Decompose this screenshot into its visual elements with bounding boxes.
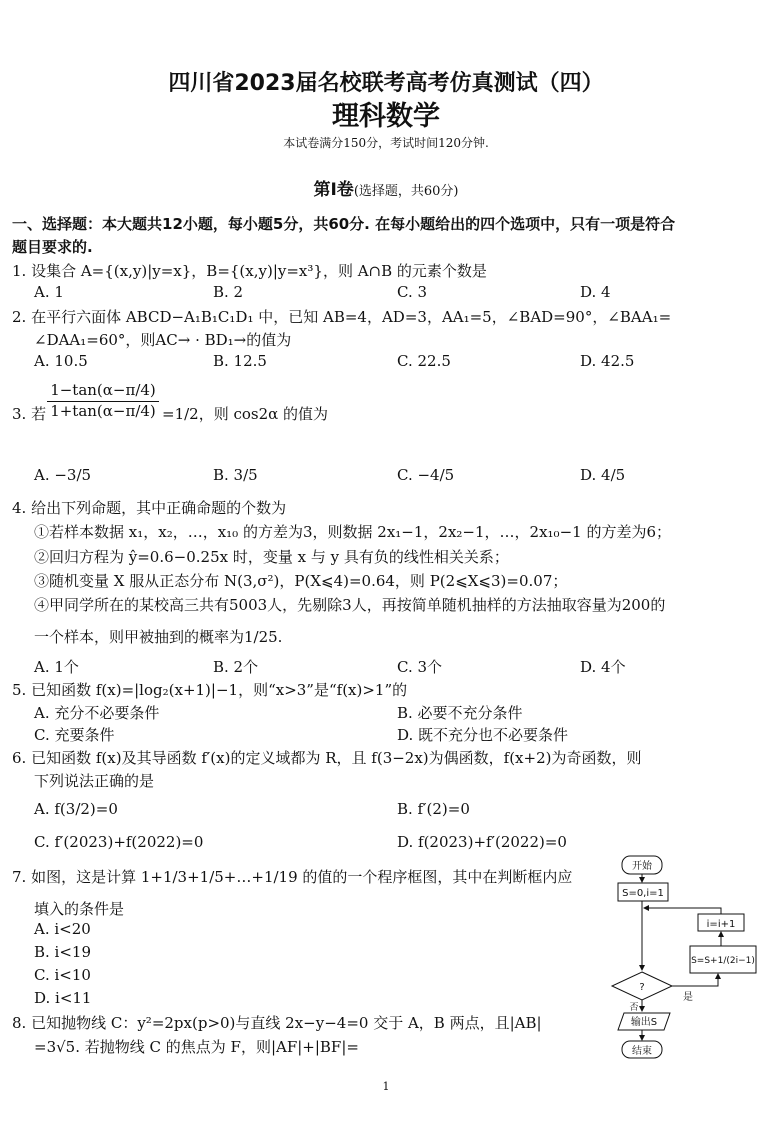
q7-option-a: A. i<20 — [34, 920, 91, 938]
q5-option-c: C. 充要条件 — [34, 726, 115, 744]
q4-option-c: C. 3个 — [397, 658, 443, 676]
exam-note: 本试卷满分150分，考试时间120分钟. — [283, 136, 489, 150]
q7-stem-line2: 填入的条件是 — [34, 900, 125, 918]
q5-option-d: D. 既不充分也不必要条件 — [397, 726, 569, 744]
page-number: 1 — [382, 1080, 390, 1093]
q6-stem-line2: 下列说法正确的是 — [34, 772, 155, 790]
q5-option-a: A. 充分不必要条件 — [34, 704, 160, 722]
q7-stem-line1: 7. 如图，这是计算 1+1/3+1/5+…+1/19 的值的一个程序框图，其中在判断框内应 — [12, 868, 573, 886]
q7-option-d: D. i<11 — [34, 989, 92, 1007]
flowchart-start-label: 开始 — [632, 861, 652, 872]
q2-stem-line1: 2. 在平行六面体 ABCD−A₁B₁C₁D₁ 中，已知 AB=4，AD=3，AA₁=5，∠BAD=90°，∠BAA₁= — [12, 308, 672, 326]
q3-prefix: 3. 若 — [12, 405, 47, 423]
q2-option-a: A. 10.5 — [34, 352, 88, 370]
q4-option-d: D. 4个 — [580, 658, 626, 676]
q3-suffix: =1/2，则 cos2α 的值为 — [162, 405, 329, 423]
q4-item-3: ③随机变量 X 服从正态分布 N(3,σ²)，P(X⩽4)=0.64，则 P(2⩽X⩽3)=0.07； — [34, 572, 568, 590]
q4-item-1: ①若样本数据 x₁，x₂，…，x₁₀ 的方差为3，则数据 2x₁−1，2x₂−1，…，2x₁₀−1 的方差为6； — [34, 523, 671, 541]
flowchart — [608, 850, 764, 1062]
section-heading-line1: 一、选择题：本大题共12小题，每小题5分，共60分. 在每小题给出的四个选项中，只有一项是符合 — [12, 215, 676, 233]
q6-option-d: D. f(2023)+f′(2022)=0 — [397, 833, 567, 851]
q3-denominator: 1+tan(α−π/4) — [50, 402, 156, 420]
q5-option-b: B. 必要不充分条件 — [397, 704, 523, 722]
q6-option-c: C. f′(2023)+f(2022)=0 — [34, 833, 204, 851]
q8-stem-line1: 8. 已知抛物线 C：y²=2px(p>0)与直线 2x−y−4=0 交于 A，B 两点，且|AB| — [12, 1014, 542, 1032]
q3-option-a: A. −3/5 — [34, 466, 92, 484]
section-heading-line2: 题目要求的. — [12, 238, 93, 256]
q2-stem-line2: ∠DAA₁=60°，则AC→ · BD₁→的值为 — [34, 331, 292, 349]
volume-label: 第Ⅰ卷 — [313, 180, 354, 200]
q2-option-b: B. 12.5 — [213, 352, 267, 370]
q4-option-b: B. 2个 — [213, 658, 259, 676]
flowchart-update-label: S=S+1/(2i−1) — [691, 956, 755, 966]
q4-item-4: ④甲同学所在的某校高三共有5003人，先剔除3人，再按简单随机抽样的方法抽取容量为200的 — [34, 596, 666, 614]
q3-fraction — [47, 381, 159, 420]
exam-subject: 理科数学 — [332, 101, 440, 132]
q4-item-2: ②回归方程为 ŷ=0.6−0.25x 时，变量 x 与 y 具有负的线性相关关系； — [34, 548, 509, 566]
flowchart-yes-label: 是 — [683, 992, 693, 1003]
q3-option-c: C. −4/5 — [397, 466, 455, 484]
q6-stem-line1: 6. 已知函数 f(x)及其导函数 f′(x)的定义域都为 R，且 f(3−2x)为偶函数，f(x+2)为奇函数，则 — [12, 749, 642, 767]
q8-stem-line2: =3√5. 若抛物线 C 的焦点为 F，则|AF|+|BF|= — [34, 1038, 359, 1056]
q4-option-a: A. 1个 — [34, 658, 79, 676]
q2-option-d: D. 42.5 — [580, 352, 635, 370]
volume-sub: (选择题，共60分) — [353, 184, 459, 199]
flowchart-no-label: 否 — [629, 1003, 639, 1013]
q1-option-c: C. 3 — [397, 283, 428, 301]
q3-option-b: B. 3/5 — [213, 466, 258, 484]
exam-title: 四川省2023届名校联考高考仿真测试（四） — [168, 71, 604, 96]
q3-option-d: D. 4/5 — [580, 466, 626, 484]
q1-option-b: B. 2 — [213, 283, 244, 301]
flowchart-init-label: S=0,i=1 — [622, 888, 664, 899]
q3-numerator: 1−tan(α−π/4) — [47, 381, 159, 402]
q4-item-5: 一个样本，则甲被抽到的概率为1/25. — [34, 628, 283, 646]
q7-option-b: B. i<19 — [34, 943, 92, 961]
q6-option-a: A. f(3/2)=0 — [34, 800, 118, 818]
volume-heading — [0, 175, 772, 200]
flowchart-end-label: 结束 — [632, 1046, 652, 1057]
q1-option-d: D. 4 — [580, 283, 611, 301]
flowchart-decision-label: ? — [639, 982, 645, 993]
flowchart-increment-label: i=i+1 — [706, 919, 736, 930]
q6-option-b: B. f′(2)=0 — [397, 800, 470, 818]
q2-option-c: C. 22.5 — [397, 352, 451, 370]
q1-stem: 1. 设集合 A={(x,y)|y=x}，B={(x,y)|y=x³}，则 A∩B 的元素个数是 — [12, 262, 487, 280]
q4-stem: 4. 给出下列命题，其中正确命题的个数为 — [12, 499, 287, 517]
q5-stem: 5. 已知函数 f(x)=|log₂(x+1)|−1，则“x>3”是“f(x)>1”的 — [12, 681, 408, 699]
q1-option-a: A. 1 — [34, 283, 64, 301]
q7-option-c: C. i<10 — [34, 966, 91, 984]
flowchart-output-label: 输出S — [630, 1017, 658, 1028]
